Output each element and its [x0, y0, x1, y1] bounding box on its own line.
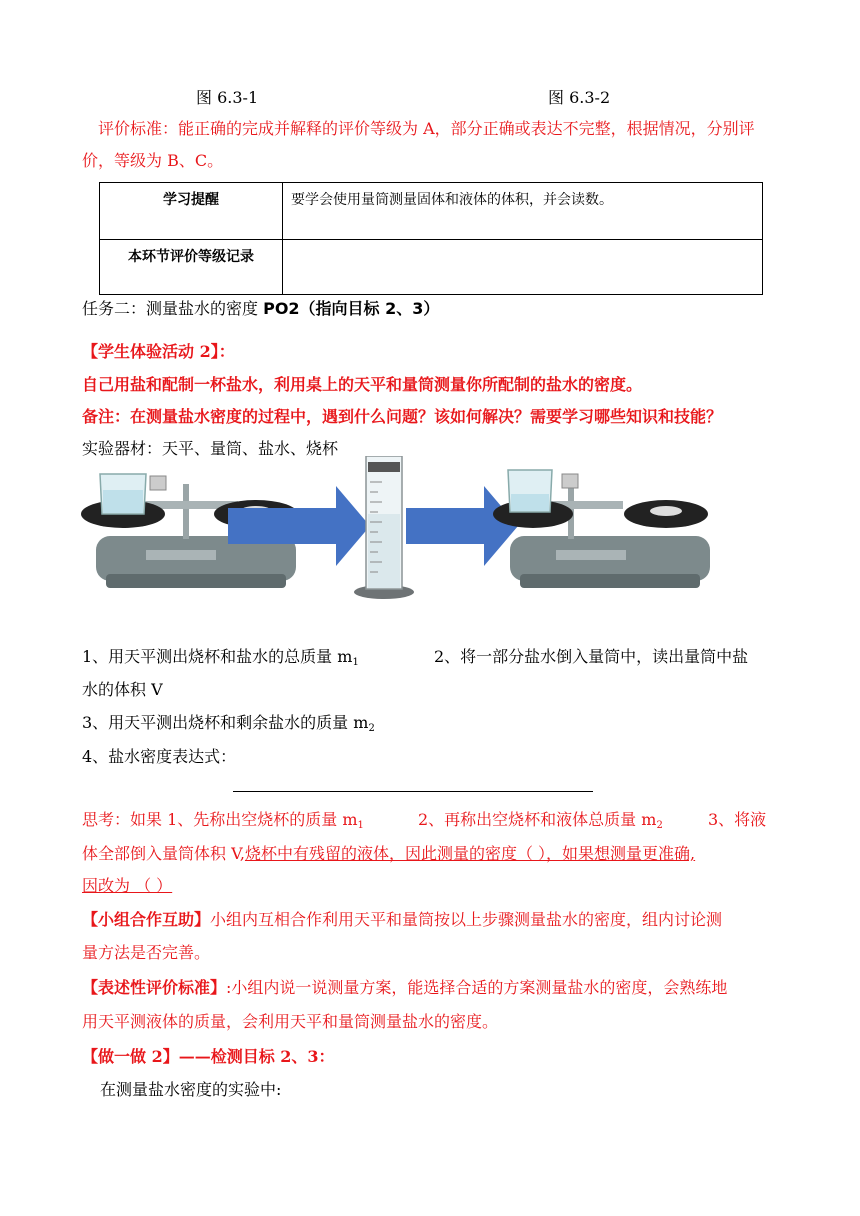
equipment-line: 实验器材：天平、量筒、盐水、烧杯: [82, 439, 339, 458]
think-a: 思考：如果 1、先称出空烧杯的质量 m: [82, 810, 358, 829]
activity-heading: 【学生体验活动 2】：: [82, 342, 235, 361]
group-text: 小组内互相合作利用天平和量筒按以上步骤测量盐水的密度，组内讨论测: [210, 910, 723, 929]
group-line-2: 量方法是否完善。: [82, 943, 211, 962]
task2-title: 任务二：测量盐水的密度: [82, 299, 264, 318]
think-b: [418, 808, 663, 838]
expressive-line-2: 用天平测液体的质量，会利用天平和量筒测量盐水的密度。: [82, 1012, 499, 1031]
question-line: 在测量盐水密度的实验中:: [100, 1080, 282, 1099]
think-line-3: 因改为 （ ）: [82, 876, 173, 895]
figure-caption-2: 图 6.3-2: [548, 88, 611, 107]
criteria-line-1: 评价标准：能正确的完成并解释的评价等级为 A，部分正确或表达不完整，根据情况，分别评: [98, 119, 755, 138]
step-2-continued: 水的体积 V: [82, 680, 163, 699]
step-3-text: 3、用天平测出烧杯和剩余盐水的质量 m: [82, 713, 369, 732]
doit-heading: 【做一做 2】——检测目标 2、3：: [82, 1047, 335, 1066]
activity-note: 备注：在测量盐水密度的过程中，遇到什么问题？该如何解决？需要学习哪些知识和技能？: [82, 407, 723, 426]
reminder-table: [99, 182, 763, 295]
task2-heading: [82, 297, 782, 321]
step-1-text: 1、用天平测出烧杯和盐水的总质量 m: [82, 647, 353, 666]
step-3: [82, 711, 782, 741]
think-a-subscript: 1: [357, 820, 364, 831]
think-b-text: 2、再称出空烧杯和液体总质量 m: [418, 810, 657, 829]
table-key-reminder: 学习提醒: [100, 183, 283, 240]
think-d2: 烧杯中有残留的液体，因此测量的密度（ ），如果想测量更准确,: [244, 844, 696, 863]
step-1-subscript: 1: [352, 657, 359, 668]
balance-with-beaker-icon: [493, 470, 710, 588]
expressive-line-1: [82, 976, 782, 1000]
task2-tag: PO2（指向目标 2、3）: [263, 299, 440, 318]
table-value-reminder: 要学会使用量筒测量固体和液体的体积，并会读数。: [283, 183, 763, 240]
think-c: 3、将液: [708, 810, 767, 829]
group-heading: 【小组合作互助】: [82, 910, 211, 929]
think-b-subscript: 2: [656, 820, 663, 831]
table-value-grade-record[interactable]: [283, 240, 763, 295]
activity-line-1: 自己用盐和配制一杯盐水，利用桌上的天平和量筒测量你所配制的盐水的密度。: [82, 375, 643, 394]
expressive-heading: 【表述性评价标准】: [82, 978, 227, 997]
table-key-grade-record: 本环节评价等级记录: [100, 240, 283, 295]
think-d1: 体全部倒入量筒体积 V,: [82, 844, 245, 863]
step-2: 2、将一部分盐水倒入量筒中，读出量筒中盐: [434, 647, 749, 666]
experiment-illustration: [78, 456, 778, 606]
expressive-text: :小组内说一说测量方案，能选择合适的方案测量盐水的密度，会熟练地: [226, 978, 728, 997]
criteria-line-2: 价，等级为 B、C。: [82, 151, 224, 170]
step-3-subscript: 2: [368, 723, 375, 734]
step-4: 4、盐水密度表达式：: [82, 747, 237, 766]
arrow-right-icon: [406, 486, 518, 566]
answer-blank-line[interactable]: [233, 791, 593, 792]
think-line-2: [82, 842, 782, 866]
group-line-1: [82, 908, 782, 932]
figure-caption-1: 图 6.3-1: [196, 88, 259, 107]
